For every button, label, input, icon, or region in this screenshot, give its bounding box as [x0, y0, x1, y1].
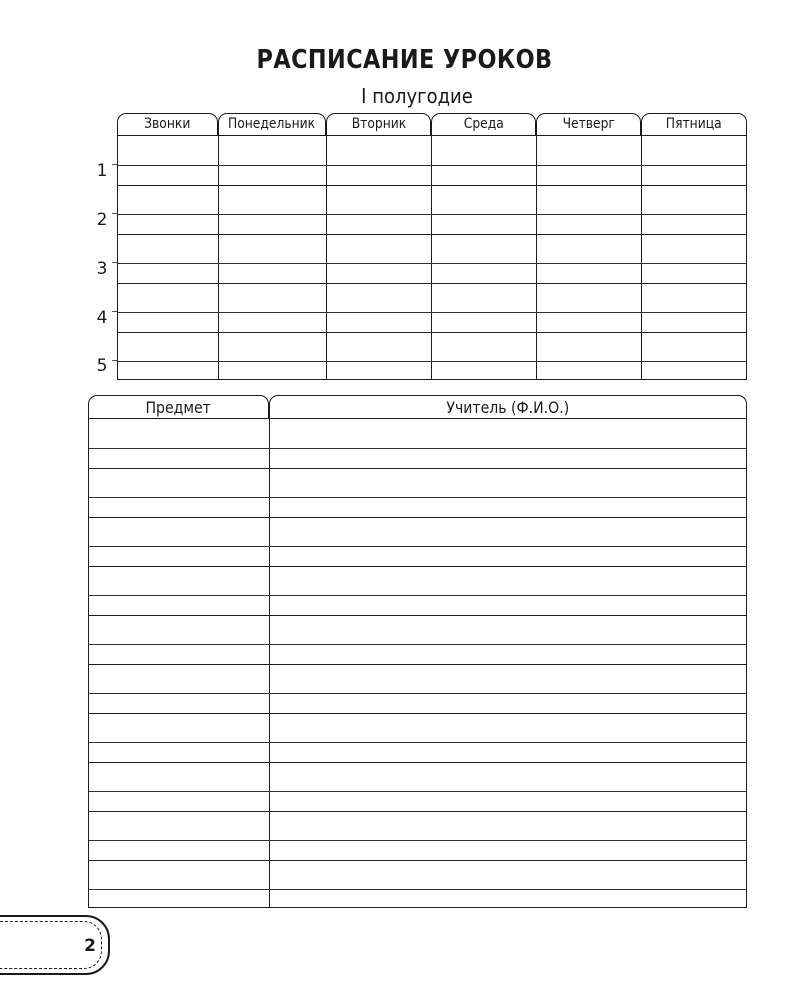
row-subline — [89, 889, 746, 890]
column-divider — [269, 419, 270, 907]
row-subline — [89, 595, 746, 596]
row-divider — [89, 811, 746, 812]
row-subline — [118, 263, 746, 264]
schedule-header — [117, 113, 747, 135]
row-subline — [118, 214, 746, 215]
row-divider — [89, 468, 746, 469]
page-number: 2 — [84, 936, 96, 956]
column-divider — [218, 136, 219, 379]
header-thursday: Четверг — [536, 113, 641, 135]
row-divider — [89, 762, 746, 763]
row-divider — [89, 615, 746, 616]
teachers-grid — [88, 418, 747, 908]
row-subline — [89, 693, 746, 694]
lesson-number-3: 3 — [96, 259, 108, 279]
row-subline — [89, 497, 746, 498]
row-subline — [118, 165, 746, 166]
row-subline — [89, 742, 746, 743]
lesson-number-4: 4 — [96, 308, 108, 328]
lesson-number-2: 2 — [96, 210, 108, 230]
row-subline — [118, 361, 746, 362]
schedule-grid — [117, 135, 747, 380]
row-divider — [118, 234, 746, 235]
header-zvonki: Звонки — [117, 113, 218, 135]
row-tick — [112, 360, 117, 361]
row-divider — [118, 283, 746, 284]
column-divider — [536, 136, 537, 379]
row-divider — [89, 713, 746, 714]
lesson-number-1: 1 — [96, 161, 108, 181]
row-divider — [89, 860, 746, 861]
row-divider — [89, 664, 746, 665]
teachers-header — [88, 395, 747, 419]
row-divider — [89, 517, 746, 518]
column-divider — [326, 136, 327, 379]
header-wednesday: Среда — [431, 113, 536, 135]
page-title: РАСПИСАНИЕ УРОКОВ — [256, 45, 553, 75]
header-friday: Пятница — [641, 113, 747, 135]
column-divider — [641, 136, 642, 379]
row-divider — [118, 332, 746, 333]
row-subline — [89, 644, 746, 645]
row-subline — [89, 791, 746, 792]
row-subline — [118, 312, 746, 313]
column-divider — [431, 136, 432, 379]
lesson-number-5: 5 — [96, 356, 108, 376]
header-monday: Понедельник — [218, 113, 326, 135]
row-tick — [112, 213, 117, 214]
row-tick — [112, 311, 117, 312]
row-tick — [112, 262, 117, 263]
row-subline — [89, 448, 746, 449]
header-tuesday: Вторник — [326, 113, 431, 135]
row-tick — [112, 164, 117, 165]
row-subline — [89, 840, 746, 841]
row-subline — [89, 546, 746, 547]
header-subject: Предмет — [88, 395, 269, 419]
row-divider — [89, 566, 746, 567]
page-subtitle: I полугодие — [361, 84, 473, 108]
row-divider — [118, 185, 746, 186]
header-teacher: Учитель (Ф.И.О.) — [269, 395, 747, 419]
